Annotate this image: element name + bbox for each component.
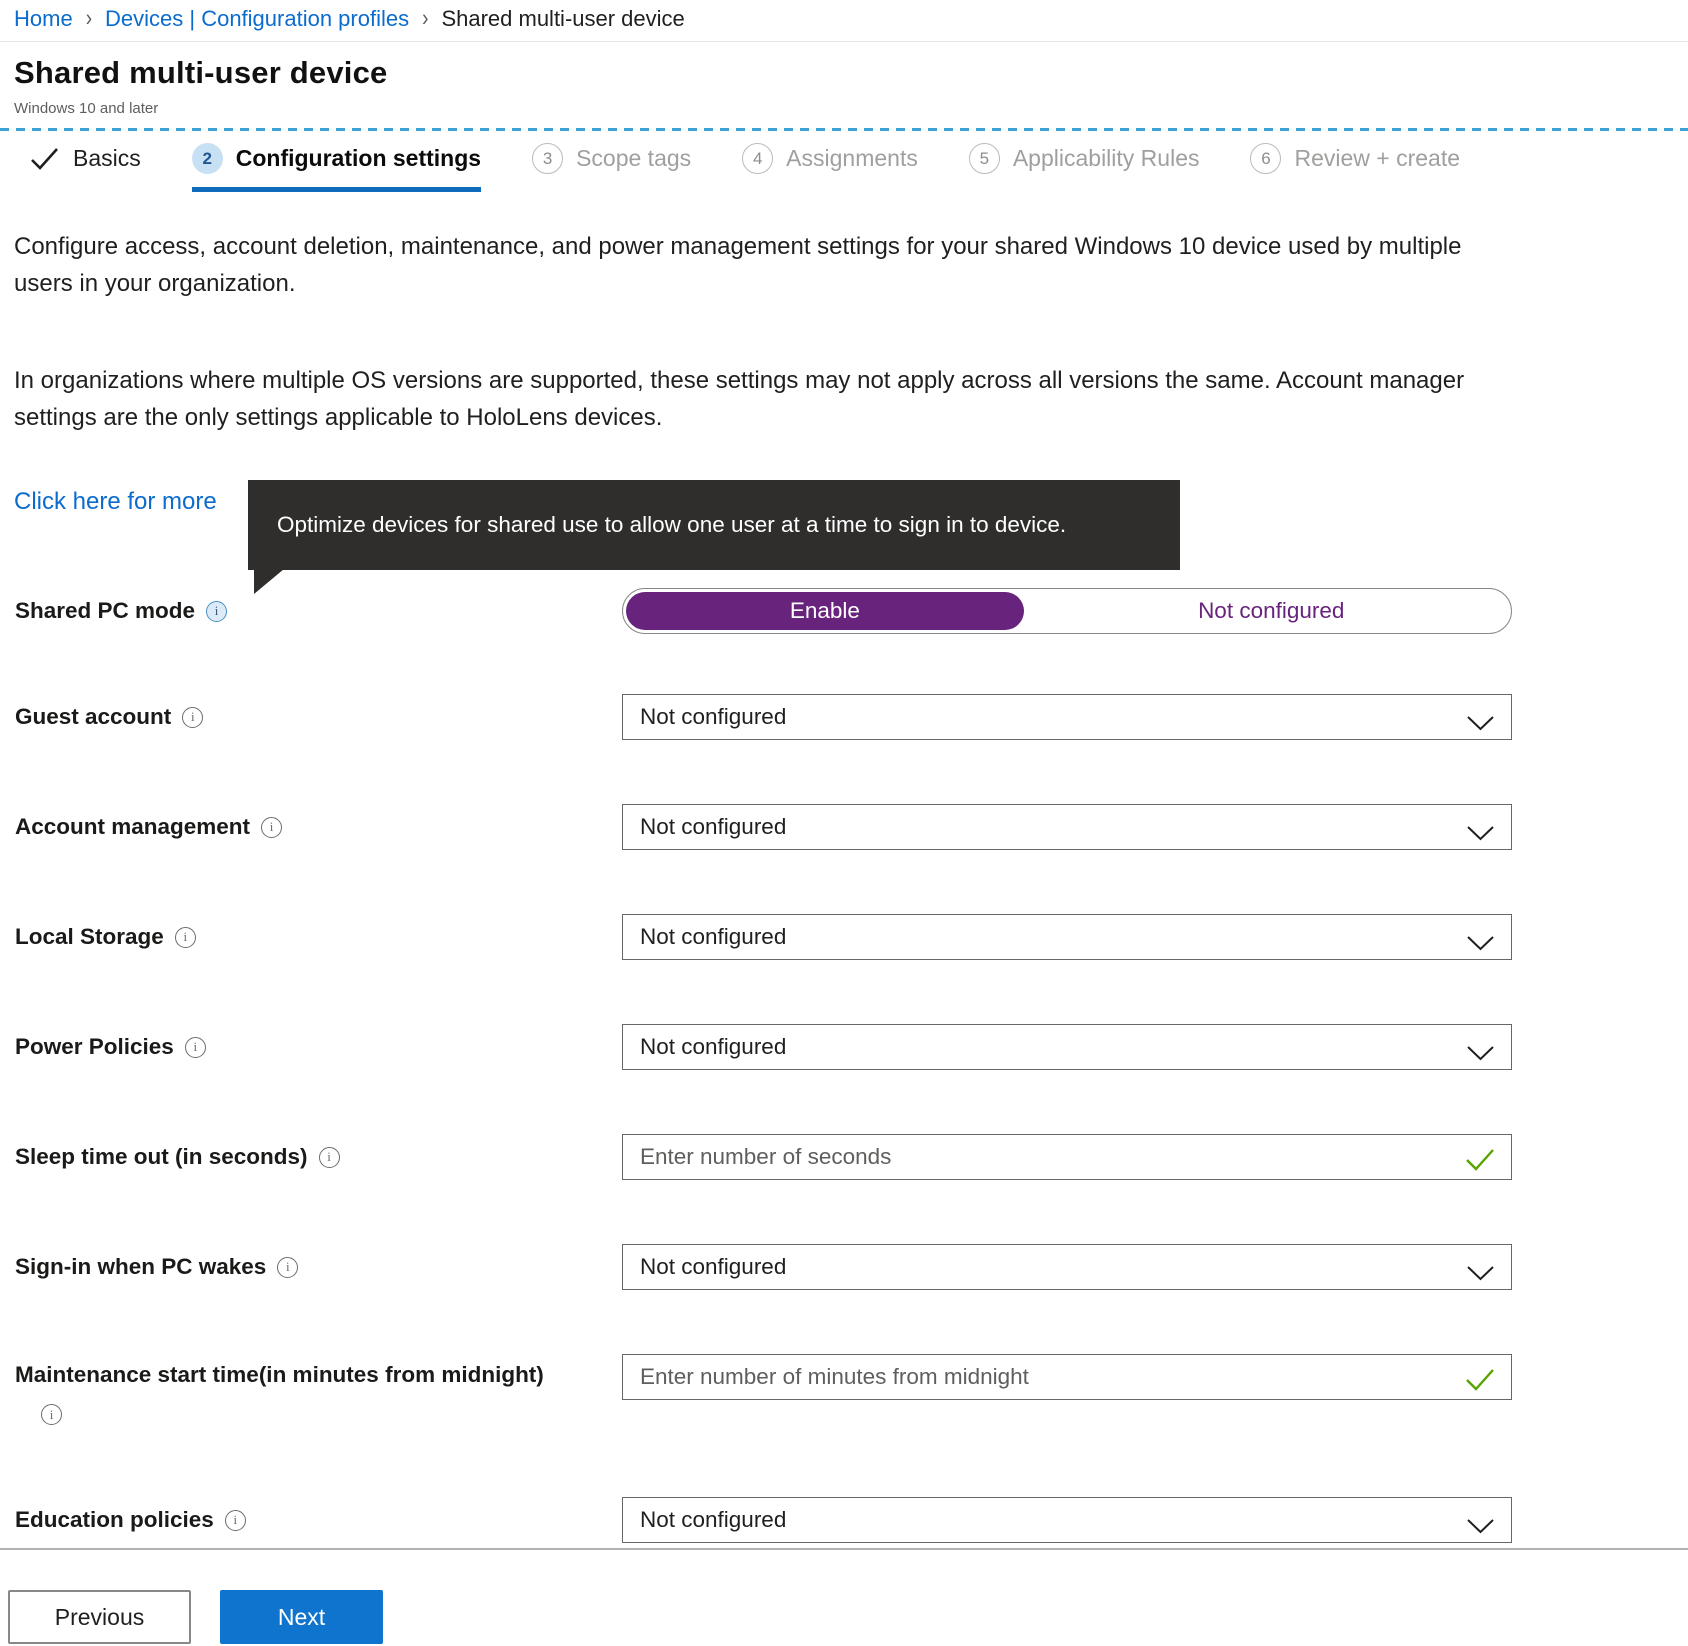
field-label: Guest account: [15, 704, 172, 729]
chevron-down-icon: [1467, 1514, 1494, 1540]
guest-account-dropdown[interactable]: [622, 694, 1512, 740]
dropdown-value: Not configured: [640, 1034, 787, 1059]
valid-check-icon: [1465, 1149, 1495, 1177]
checkmark-icon: [30, 147, 60, 171]
step-number-badge: 5: [969, 143, 1000, 174]
local-storage-dropdown[interactable]: [622, 914, 1512, 960]
more-info-link[interactable]: Click here for more: [14, 488, 217, 515]
intro-paragraph-1: Configure access, account deletion, maintenance, and power management settings for your shared Windows 10 device used by multiple users in your organization.: [14, 233, 1462, 297]
chevron-down-icon: [1467, 931, 1494, 957]
dropdown-value: Not configured: [640, 814, 787, 839]
field-label: Education policies: [15, 1507, 214, 1532]
step-label: Configuration settings: [235, 145, 482, 171]
next-button[interactable]: Next: [220, 1590, 383, 1644]
tab-basics[interactable]: [30, 145, 141, 174]
step-label: Scope tags: [576, 145, 692, 171]
dropdown-value: Not configured: [640, 704, 787, 729]
shared-pc-mode-toggle[interactable]: [622, 588, 1512, 634]
info-icon[interactable]: [185, 1037, 206, 1058]
step-number-badge: 3: [532, 143, 563, 174]
dashed-divider: [0, 128, 1688, 131]
page-title: Shared multi-user device: [14, 55, 388, 90]
breadcrumb-home-link[interactable]: Home: [14, 6, 73, 31]
field-row-account-management: [0, 804, 1688, 850]
education-policies-dropdown[interactable]: [622, 1497, 1512, 1543]
chevron-down-icon: [1467, 821, 1494, 847]
field-label: Sign-in when PC wakes: [15, 1254, 267, 1279]
chevron-down-icon: [1467, 1261, 1494, 1287]
field-label: Sleep time out (in seconds): [15, 1144, 308, 1169]
previous-button[interactable]: Previous: [8, 1590, 191, 1644]
step-label: Basics: [73, 145, 141, 171]
toggle-option-enable[interactable]: Enable: [626, 592, 1024, 630]
field-label: Power Policies: [15, 1034, 174, 1059]
intro-paragraph-2: In organizations where multiple OS versions are supported, these settings may not apply across all versions the same. Account manager settings are the only settings applicable to HoloLens devices.: [14, 367, 1465, 431]
breadcrumb-config-profiles-link[interactable]: Devices | Configuration profiles: [105, 6, 410, 31]
step-number-badge: 2: [192, 143, 223, 174]
field-row-power-policies: [0, 1024, 1688, 1070]
tooltip-text: Optimize devices for shared use to allow one user at a time to sign in to device.: [277, 512, 1067, 537]
info-icon[interactable]: [319, 1147, 340, 1168]
step-label: Review + create: [1294, 145, 1461, 171]
tab-assignments[interactable]: [742, 143, 918, 176]
field-row-local-storage: [0, 914, 1688, 960]
tab-scope-tags[interactable]: [532, 143, 691, 176]
wizard-steps: [30, 143, 1460, 176]
chevron-down-icon: [1467, 1041, 1494, 1067]
info-icon[interactable]: [175, 927, 196, 948]
valid-check-icon: [1465, 1369, 1495, 1397]
breadcrumb-divider: [0, 41, 1688, 42]
field-label: Shared PC mode: [15, 598, 196, 623]
info-icon[interactable]: [225, 1510, 246, 1531]
field-row-sleep-timeout: [0, 1134, 1688, 1180]
info-icon[interactable]: [206, 601, 227, 622]
step-number-badge: 6: [1250, 143, 1281, 174]
info-icon[interactable]: [261, 817, 282, 838]
info-icon[interactable]: [182, 707, 203, 728]
step-label: Assignments: [786, 145, 918, 171]
field-row-shared-pc-mode: [0, 588, 1688, 634]
tab-configuration-settings[interactable]: [192, 143, 481, 176]
footer-divider: [0, 1548, 1688, 1550]
power-policies-dropdown[interactable]: [622, 1024, 1512, 1070]
breadcrumb: [14, 6, 685, 32]
tab-review-create[interactable]: [1250, 143, 1460, 176]
sleep-timeout-input[interactable]: [622, 1134, 1512, 1180]
step-label: Applicability Rules: [1012, 145, 1200, 171]
tab-applicability-rules[interactable]: [969, 143, 1200, 176]
toggle-option-not-configured[interactable]: Not configured: [1198, 598, 1345, 623]
field-row-education-policies: [0, 1497, 1688, 1543]
account-management-dropdown[interactable]: [622, 804, 1512, 850]
breadcrumb-chevron-icon: ›: [422, 5, 429, 32]
shared-pc-mode-tooltip: [248, 480, 1180, 570]
breadcrumb-current-page: Shared multi-user device: [441, 6, 685, 31]
field-row-signin-pc-wakes: [0, 1244, 1688, 1290]
input-placeholder: Enter number of seconds: [640, 1144, 892, 1169]
maintenance-start-time-input[interactable]: [622, 1354, 1512, 1400]
info-icon[interactable]: [277, 1257, 298, 1278]
field-row-maintenance-start-time: [0, 1354, 1688, 1400]
dropdown-value: Not configured: [640, 924, 787, 949]
info-icon[interactable]: [41, 1404, 62, 1425]
chevron-down-icon: [1467, 711, 1494, 737]
breadcrumb-chevron-icon: ›: [85, 5, 93, 32]
input-placeholder: Enter number of minutes from midnight: [640, 1364, 1029, 1389]
page-subtitle: Windows 10 and later: [14, 100, 159, 117]
dropdown-value: Not configured: [640, 1507, 787, 1532]
signin-pc-wakes-dropdown[interactable]: [622, 1244, 1512, 1290]
field-label: Account management: [15, 814, 251, 839]
field-label: Maintenance start time(in minutes from midnight): [15, 1362, 544, 1387]
field-label: Local Storage: [15, 924, 164, 949]
step-number-badge: 4: [742, 143, 773, 174]
field-row-guest-account: [0, 694, 1688, 740]
dropdown-value: Not configured: [640, 1254, 787, 1279]
